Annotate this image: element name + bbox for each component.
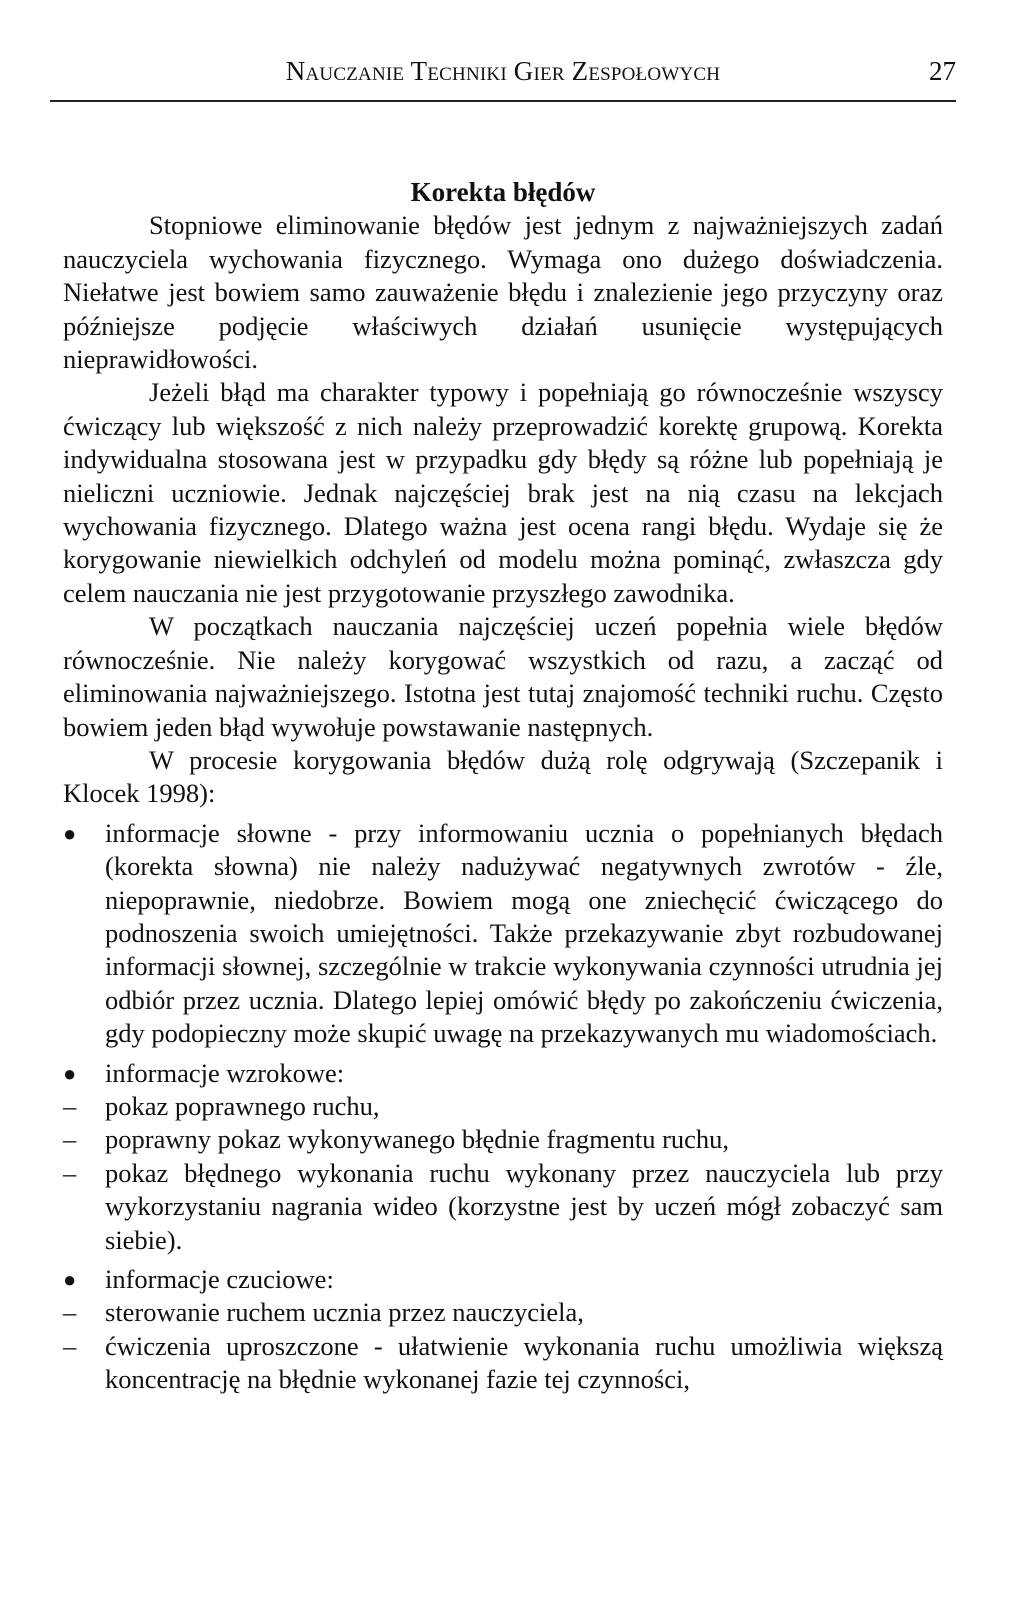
list-item-text: poprawny pokaz wykonywanego błędnie fragmentu ruchu, (105, 1124, 730, 1155)
bullet-marker: ● (63, 1060, 77, 1086)
list-item-text: pokaz poprawnego ruchu, (105, 1090, 380, 1121)
dash-marker: – (63, 1330, 77, 1361)
paragraph: Jeżeli błąd ma charakter typowy i popełniają go równocześnie wszyscy ćwiczący lub większość z nich należy przeprowadzić korektę grupową. Korekta indywidualna stosowana jest w przypadku gdy błędy są różne lub popełniają je nieliczni uczniowie. Jednak najczęściej brak jest na nią czasu na lekcjach wychowania fizycznego. Dlatego ważna jest ocena rangi błędu. Wydaje się że korygowanie niewielkich odchyleń od modelu można pominąć, zwłaszcza gdy celem nauczania nie jest przygotowanie przyszłego zawodnika. (63, 377, 943, 608)
page-content (63, 176, 943, 1397)
section-title: Korekta błędów (410, 177, 596, 207)
paragraph: Stopniowe eliminowanie błędów jest jednym z najważniejszych zadań nauczyciela wychowania fizycznego. Wymaga ono dużego doświadczenia. Niełatwe jest bowiem samo zauważenie błędu i znalezienie jego przyczyny oraz późniejsze podjęcie właściwych działań usunięcie występujących nieprawidłowości. (63, 210, 943, 375)
dash-marker: – (63, 1297, 77, 1328)
list-item-text: ćwiczenia uproszczone - ułatwienie wykonania ruchu umożliwia większą koncentrację na błędnie wykonanej fazie tej czynności, (105, 1330, 943, 1395)
list-item-text: informacje słowne - przy informowaniu ucznia o popełnianych błędach (korekta słowna) nie należy nadużywać negatywnych zwrotów - źle, niepoprawnie, niedobrze. Bowiem mogą one zniechęcić ćwiczącego do podnoszenia swoich umiejętności. Także przekazywanie zbyt rozbudowanej informacji słownej, szczególnie w trakcie wykonywania czynności utrudnia jej odbiór przez ucznia. Dlatego lepiej omówić błędy po zakończeniu ćwiczenia, gdy podopieczny może skupić uwagę na przekazywanych mu wiadomościach. (105, 817, 943, 1049)
bullet-marker: ● (63, 1267, 77, 1292)
list-item (63, 1157, 943, 1257)
dash-marker: – (63, 1090, 77, 1121)
running-title: Nauczanie Techniki Gier Zespołowych (285, 56, 721, 86)
dash-marker: – (63, 1124, 77, 1155)
correction-methods-list (63, 817, 943, 1397)
list-item (63, 1123, 943, 1156)
paragraph: W początkach nauczania najczęściej uczeń popełnia wiele błędów równocześnie. Nie należy korygować wszystkich od razu, a zacząć od eliminowania najważniejszego. Istotna jest tutaj znajomość techniki ruchu. Często bowiem jeden błąd wywołuje powstawanie następnych. (63, 611, 943, 742)
list-item-text: informacje wzrokowe: (105, 1057, 345, 1088)
page-number: 27 (929, 56, 956, 86)
list-item (63, 817, 943, 1051)
bullet-marker: ● (63, 820, 77, 846)
list-item (63, 1330, 943, 1397)
list-item (63, 1057, 943, 1090)
list-item-text: informacje czuciowe: (105, 1264, 334, 1294)
paragraph: W procesie korygowania błędów dużą rolę odgrywają (Szczepanik i Klocek 1998): (63, 744, 943, 809)
list-item-text: pokaz błędnego wykonania ruchu wykonany przez nauczyciela lub przy wykorzystaniu nagrania wideo (korzystne jest by uczeń mógł zobaczyć sam siebie). (105, 1157, 943, 1255)
list-item (63, 1296, 943, 1329)
list-item (63, 1090, 943, 1123)
list-item (63, 1263, 943, 1296)
header-rule (50, 100, 956, 102)
dash-marker: – (63, 1157, 77, 1188)
list-item-text: sterowanie ruchem ucznia przez nauczyciela, (105, 1297, 584, 1328)
page-header (50, 56, 956, 100)
